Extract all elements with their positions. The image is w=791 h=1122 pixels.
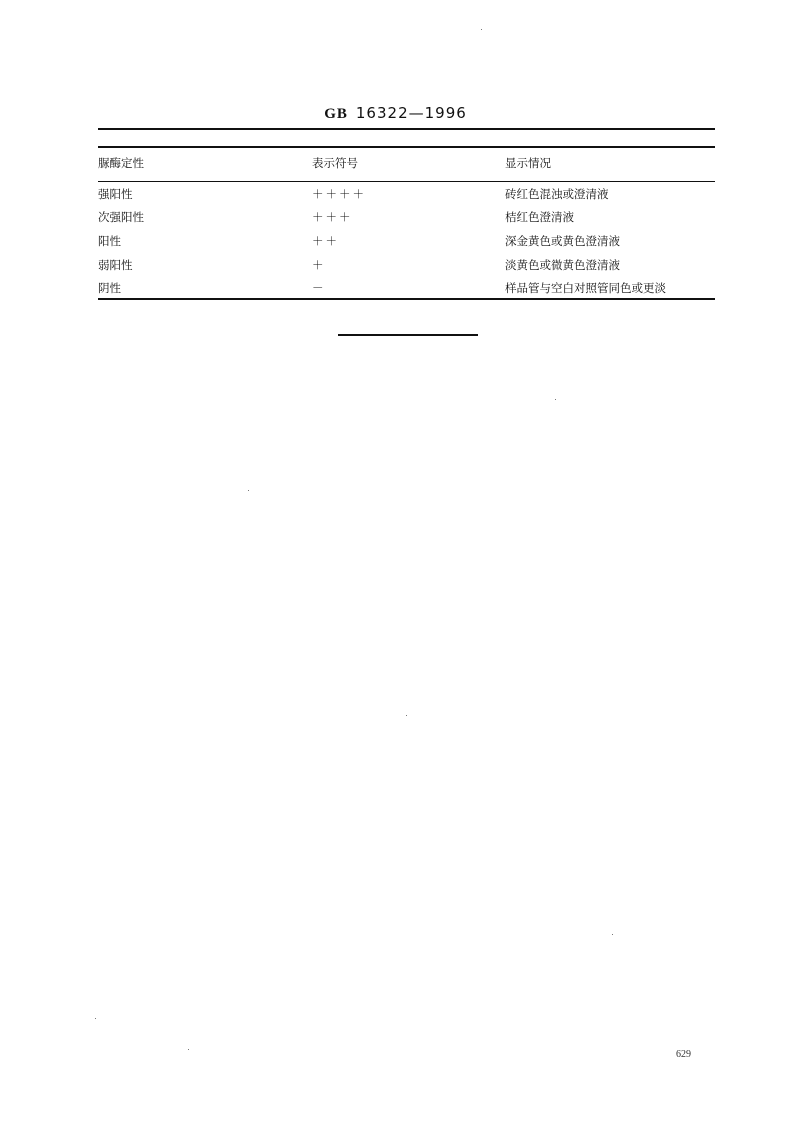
row-symbol: － xyxy=(312,281,326,295)
row-description: 样品管与空白对照管同色或更淡 xyxy=(505,281,666,295)
scan-speck xyxy=(406,715,407,716)
document-header xyxy=(0,104,791,123)
column-header-description: 显示情况 xyxy=(505,156,551,170)
row-result: 弱阳性 xyxy=(98,258,133,272)
scan-speck xyxy=(481,29,482,30)
row-symbol: ＋ xyxy=(312,258,326,272)
table-header-rule xyxy=(98,181,715,182)
standard-prefix: GB xyxy=(324,106,348,122)
table-row xyxy=(98,231,715,251)
row-symbol: ＋＋ xyxy=(312,234,339,248)
column-header-result: 脲酶定性 xyxy=(98,156,144,170)
scan-speck xyxy=(188,1049,189,1050)
scan-speck xyxy=(248,490,249,491)
table-top-rule xyxy=(98,146,715,148)
table-row xyxy=(98,184,715,204)
end-of-standard-rule xyxy=(338,334,478,336)
row-description: 桔红色澄清液 xyxy=(505,210,574,224)
header-rule xyxy=(98,128,715,130)
row-symbol: ＋＋＋＋ xyxy=(312,187,366,201)
standard-number: 16322—1996 xyxy=(355,104,467,122)
scan-speck xyxy=(95,1018,96,1019)
row-description: 深金黄色或黄色澄清液 xyxy=(505,234,620,248)
table-row xyxy=(98,278,715,298)
row-result: 阳性 xyxy=(98,234,121,248)
row-result: 强阳性 xyxy=(98,187,133,201)
row-symbol: ＋＋＋ xyxy=(312,210,353,224)
row-description: 淡黄色或微黄色澄清液 xyxy=(505,258,620,272)
scan-speck xyxy=(555,399,556,400)
table-row xyxy=(98,207,715,227)
table-row xyxy=(98,255,715,275)
table-bottom-rule xyxy=(98,298,715,300)
row-result: 阴性 xyxy=(98,281,121,295)
row-description: 砖红色混浊或澄清液 xyxy=(505,187,609,201)
row-result: 次强阳性 xyxy=(98,210,144,224)
table-header-row xyxy=(98,153,715,173)
column-header-symbol: 表示符号 xyxy=(312,156,358,170)
page-number: 629 xyxy=(676,1049,691,1060)
scan-speck xyxy=(612,934,613,935)
